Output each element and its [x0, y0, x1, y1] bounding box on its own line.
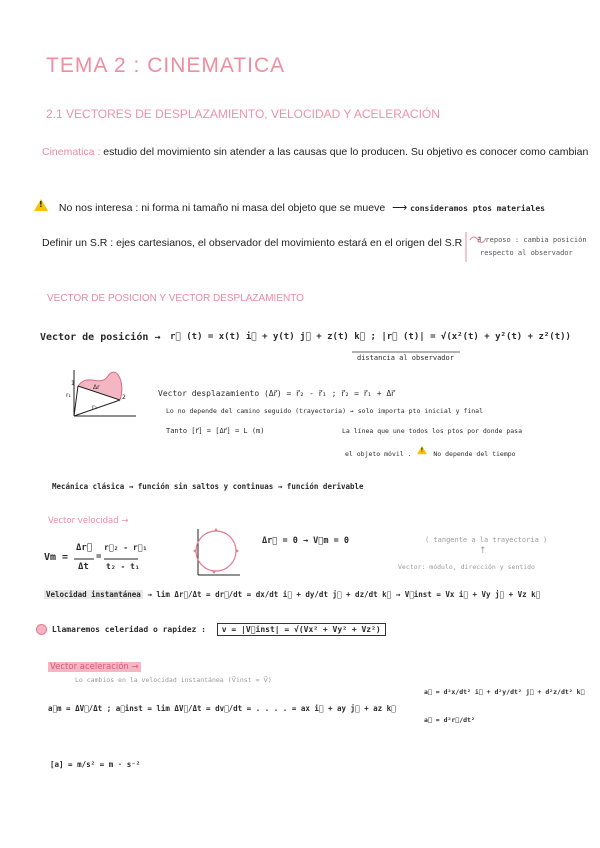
- displacement-line-5-text: el objeto móvil .: [345, 450, 412, 458]
- acceleration-heading: [48, 662, 141, 672]
- warning-line: [34, 199, 545, 214]
- sr-side-note-1: ∄ reposo : cambia posición: [477, 236, 587, 244]
- up-arrow-icon: ↑: [479, 546, 487, 556]
- position-vector-formula: r⃗ (t) = x(t) i⃗ + y(t) j⃗ + z(t) k⃗ ; |r⃗ (t)| = √(x²(t) + y²(t) + z²(t)): [170, 332, 571, 342]
- vm-num2: r⃗₂ - r⃗₁: [104, 543, 148, 552]
- arrow-icon: ⟶: [392, 202, 408, 214]
- displacement-line-5b: No depende del tiempo: [433, 450, 516, 458]
- displacement-line-1: Vector desplazamiento (Δr⃗) = r⃗₂ - r⃗₁ ; r⃗₂ = r⃗₁ + Δr⃗: [158, 389, 395, 398]
- sr-side-note-2: respecto al observador: [480, 249, 573, 257]
- page-title: TEMA 2 : CINEMATICA: [46, 54, 286, 77]
- cinematica-definition: [42, 146, 588, 158]
- acceleration-heading-text: Vector aceleración →: [50, 662, 139, 672]
- speed-line: [36, 624, 386, 635]
- speed-bullet: Llamaremos celeridad o rapidez :: [51, 625, 206, 634]
- inst-velocity: [44, 590, 540, 599]
- subsection-position: VECTOR DE POSICION Y VECTOR DESPLAZAMIENTO: [47, 293, 304, 304]
- vm-den2: t₂ - t₁: [106, 562, 140, 571]
- warning-result: consideramos ptos materiales: [410, 204, 545, 213]
- section-title: 2.1 VECTORES DE DESPLAZAMIENTO, VELOCIDAD Y ACELERACIÓN: [46, 107, 440, 121]
- cinematica-text: estudio del movimiento sin atender a las causas que lo producen. Su objetivo es conocer como cambian: [103, 146, 589, 158]
- vm-num: Δr⃗: [76, 543, 93, 553]
- acceleration-formula: a⃗m = ΔV⃗/Δt ; a⃗inst = lim ΔV⃗/Δt = dv⃗/dt = . . . . = ax i⃗ + ay j⃗ + az k⃗: [48, 704, 396, 713]
- speed-formula: v = |V⃗inst| = √(Vx² + Vy² + Vz²): [217, 623, 386, 636]
- sr-line: Definir un S.R : ejes cartesianos, el observador del movimiento estará en el origen del S.R: [42, 237, 463, 249]
- warning-icon-2: !: [418, 446, 428, 454]
- vm-label: Vm =: [44, 552, 69, 563]
- vm-fraction-bars: [72, 556, 142, 562]
- acceleration-right-2: a⃗ = d²r⃗/dt²: [424, 716, 475, 724]
- position-vector-label: Vector de posición →: [40, 332, 161, 343]
- note-underline: [352, 350, 462, 354]
- displacement-diagram: [64, 366, 144, 426]
- arrow-note: Vector: módulo, dirección y sentido: [398, 563, 535, 571]
- bullet-icon: [36, 624, 47, 635]
- displacement-line-4: La línea que une todos los ptos por donde pasa: [342, 427, 523, 435]
- sr-squiggle-icon: [456, 230, 486, 264]
- cinematica-term: Cinematica :: [42, 146, 101, 158]
- warning-text: No nos interesa : ni forma ni tamaño ni masa del objeto que se mueve: [58, 202, 386, 214]
- inst-formula: → lim Δr⃗/Δt = dr⃗/dt = dx/dt i⃗ + dy/dt j⃗ + dz/dt k⃗ → V⃗inst = Vx i⃗ + Vy j⃗ + Vz k⃗: [147, 590, 541, 599]
- diagram-label-p2: 2: [122, 394, 126, 401]
- diagram-label-r1: r₁: [66, 392, 71, 399]
- position-vector-note: distancia al observador: [357, 354, 454, 362]
- vm-eq: =: [96, 552, 102, 562]
- diagram-label-r2: r₂: [92, 404, 97, 411]
- inst-label: Velocidad instantánea: [46, 590, 141, 599]
- displacement-line-5: [345, 444, 516, 458]
- warning-icon: !: [34, 199, 48, 211]
- circle-diagram: [184, 525, 244, 585]
- acceleration-subnote: Lo cambios en la velocidad instantánea (V⃗inst = V⃗): [75, 676, 272, 684]
- velocity-heading: Vector velocidad →: [48, 516, 129, 526]
- displacement-line-2: Lo no depende del camino seguido (trayectoria) → solo importa pto inicial y final: [166, 407, 483, 415]
- diagram-label-p1: 1: [71, 380, 75, 387]
- vm-den: Δt: [78, 562, 89, 572]
- diagram-label-dr: Δr: [93, 384, 100, 391]
- mecanica-line: Mecánica clásica → función sin saltos y continuas → función derivable: [52, 482, 364, 491]
- acceleration-units: [a] = m/s² = m · s⁻²: [50, 760, 141, 769]
- displacement-line-3: Tanto [r⃗] = [Δr⃗] = L (m): [166, 427, 265, 435]
- tangent-note: ( tangente a la trayectoria ): [425, 536, 548, 544]
- circle-note: Δr⃗ = 0 → V⃗m = 0: [262, 536, 349, 546]
- acceleration-right-1: a⃗ = d²x/dt² i⃗ + d²y/dt² j⃗ + d²z/dt² k⃗: [424, 688, 585, 696]
